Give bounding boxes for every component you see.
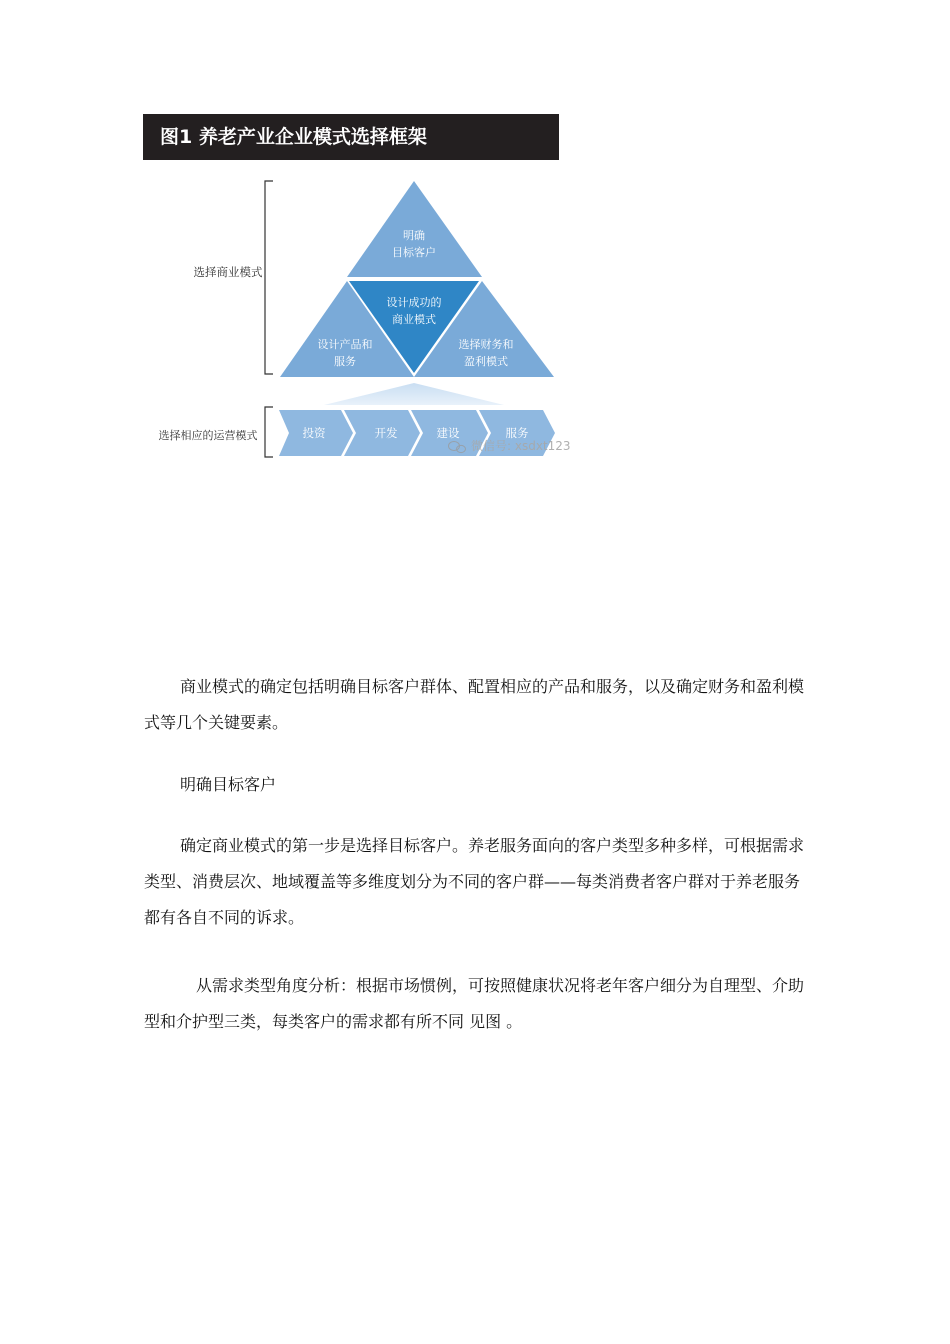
connector-band bbox=[324, 383, 504, 405]
bracket-label-top: 选择商业模式 bbox=[193, 265, 263, 279]
process-step-label-invest: 投资 bbox=[302, 426, 326, 440]
figure-title: 图1 养老产业企业模式选择框架 bbox=[143, 114, 559, 160]
left-triangle-line2: 服务 bbox=[334, 355, 356, 368]
center-triangle-line1: 设计成功的 bbox=[386, 296, 442, 309]
paragraph-target-customer: 确定商业模式的第一步是选择目标客户。养老服务面向的客户类型多种多样，可根据需求类型、消费层次、地域覆盖等多维度划分为不同的客户群——每类消费者客户群对于养老服务都有各自不同的诉求。 bbox=[144, 836, 805, 927]
top-triangle-line1: 明确 bbox=[403, 229, 425, 242]
section-heading: 明确目标客户 bbox=[180, 775, 277, 794]
watermark-text: 微信号: xsdxt123 bbox=[471, 439, 571, 453]
paragraph-demand-type: 从需求类型角度分析：根据市场惯例，可按照健康状况将老年客户细分为自理型、介助型和介护型三类，每类客户的需求都有所不同 见图 。 bbox=[144, 976, 805, 1031]
bracket-top bbox=[265, 181, 273, 374]
bracket-bottom bbox=[265, 407, 273, 457]
left-triangle-line1: 设计产品和 bbox=[317, 338, 373, 351]
right-triangle-line1: 选择财务和 bbox=[458, 338, 514, 351]
figure-business-model-framework bbox=[143, 114, 603, 474]
right-triangle-line2: 盈利模式 bbox=[464, 355, 508, 368]
process-step-label-develop: 开发 bbox=[374, 426, 398, 440]
framework-diagram bbox=[143, 114, 603, 474]
process-step-label-build: 建设 bbox=[436, 426, 460, 440]
paragraph-intro: 商业模式的确定包括明确目标客户群体、配置相应的产品和服务，以及确定财务和盈利模式等几个关键要素。 bbox=[144, 677, 805, 732]
top-triangle-line2: 目标客户 bbox=[392, 246, 436, 259]
process-step-label-service: 服务 bbox=[505, 426, 529, 440]
bracket-label-bottom: 选择相应的运营模式 bbox=[158, 429, 258, 442]
center-triangle-line2: 商业模式 bbox=[392, 313, 436, 326]
